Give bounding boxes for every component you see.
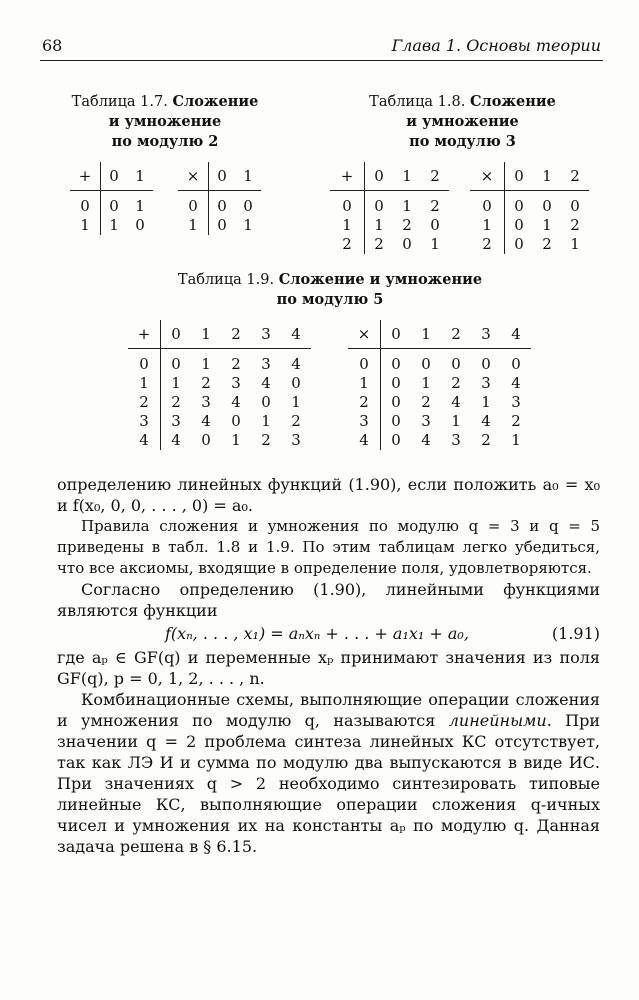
table-cell: 4	[201, 412, 211, 430]
column-header: 1	[393, 162, 421, 191]
table-cell: 4	[261, 374, 271, 392]
table-cell: 1	[231, 431, 241, 449]
row-header: 0	[470, 191, 505, 217]
table-cell: 3	[231, 374, 241, 392]
row-header: 1	[178, 216, 209, 235]
table-cell: 2	[421, 393, 431, 411]
table-cell: 0	[481, 355, 491, 373]
table-cell: 4	[451, 393, 461, 411]
row-header: 0	[348, 349, 381, 375]
column-header: 4	[281, 320, 311, 349]
table-cell: 0	[217, 197, 227, 215]
table-cell: 3	[421, 412, 431, 430]
table-cell: 0	[514, 197, 524, 215]
column-header: 2	[441, 320, 471, 349]
table-row	[178, 191, 261, 217]
paragraph-text: Правила сложения и умножения по модулю q = 3 и q = 5 приведены в табл. 1.8 и 1.9. По этим таблицам легко убедиться, что все аксиомы, входящие в определение поля, удовлетворяются.	[57, 517, 600, 577]
table-cell: 2	[374, 235, 384, 253]
table-cell: 1	[135, 197, 145, 215]
row-header: 0	[128, 349, 161, 375]
table-cell: 4	[421, 431, 431, 449]
table-cell: 1	[421, 374, 431, 392]
table-cell: 1	[511, 431, 521, 449]
column-header: 2	[561, 162, 589, 191]
table-cell: 2	[542, 235, 552, 253]
operation-symbol: ×	[470, 162, 505, 191]
column-header: 0	[505, 162, 534, 191]
table-cell: 0	[201, 431, 211, 449]
operation-symbol: +	[128, 320, 161, 349]
paragraph: определению линейных функций (1.90), если положить a₀ = x₀ и f(x₀, 0, 0, . . . , 0) = a₀.	[57, 475, 600, 515]
row-header: 2	[470, 235, 505, 254]
table-cell: 0	[135, 216, 145, 234]
row-header: 1	[128, 374, 161, 393]
table-cell: 1	[542, 216, 552, 234]
caption-bold: Сложение и умножение	[278, 271, 483, 288]
paragraph: где aₚ ∈ GF(q) и переменные xₚ принимают значения из поля GF(q), p = 0, 1, 2, . . . , n.	[57, 648, 600, 688]
page-number: 68	[42, 36, 63, 55]
column-header: 1	[411, 320, 441, 349]
caption-bold: и умножение	[406, 113, 519, 130]
table-cell: 4	[231, 393, 241, 411]
table-row	[128, 349, 311, 375]
row-header: 3	[348, 412, 381, 431]
table-row	[348, 431, 531, 450]
table-cell: 3	[451, 431, 461, 449]
table-cell: 2	[511, 412, 521, 430]
row-header: 2	[128, 393, 161, 412]
caption-bold: Сложение	[469, 93, 556, 110]
caption-bold: по модулю 5	[276, 291, 384, 308]
paragraph	[57, 516, 600, 579]
row-header: 0	[70, 191, 101, 217]
column-header: 0	[161, 320, 192, 349]
table-cell: 0	[109, 197, 119, 215]
table-row	[348, 349, 531, 375]
table-1-9-caption	[150, 270, 510, 310]
table-mod3-multiplication	[470, 162, 589, 254]
column-header: 0	[101, 162, 128, 191]
paragraph-text: Комбинационные схемы, выполняющие операции сложения и умножения по модулю q, называются	[57, 690, 600, 730]
table-cell: 0	[243, 197, 253, 215]
table-cell: 0	[391, 393, 401, 411]
column-header: 1	[533, 162, 561, 191]
table-cell: 2	[430, 197, 440, 215]
table-cell: 1	[374, 216, 384, 234]
paragraph-text: . При значении q = 2 проблема синтеза линейных КС отсутствует, так как ЛЭ И и сумма по модулю два выпускаются в виде ИС. При значениях q > 2 необходимо синтезировать типовые линейные КС, выполняющие операции сложения q-ичных чисел и умножения их на константы aₚ по модулю q. Данная задача решена в § 6.15.	[57, 711, 600, 856]
table-cell: 2	[481, 431, 491, 449]
table-cell: 1	[570, 235, 580, 253]
table-cell: 0	[391, 374, 401, 392]
table-cell: 4	[481, 412, 491, 430]
table-cell: 0	[261, 393, 271, 411]
table-cell: 2	[402, 216, 412, 234]
table-row	[330, 216, 449, 235]
table-row	[330, 191, 449, 217]
table-row	[470, 216, 589, 235]
table-cell: 0	[402, 235, 412, 253]
column-header: 1	[235, 162, 261, 191]
table-cell: 1	[451, 412, 461, 430]
table-cell: 2	[231, 355, 241, 373]
operation-symbol: ×	[178, 162, 209, 191]
table-row	[128, 412, 311, 431]
table-mod3-addition	[330, 162, 449, 254]
table-1-8-caption	[355, 92, 570, 152]
table-cell: 4	[171, 431, 181, 449]
paragraph	[57, 689, 600, 857]
table-cell: 0	[391, 412, 401, 430]
table-cell: 0	[511, 355, 521, 373]
table-cell: 2	[171, 393, 181, 411]
table-cell: 2	[291, 412, 301, 430]
caption-bold: по модулю 3	[409, 133, 516, 150]
column-header: 3	[251, 320, 281, 349]
caption-bold: Сложение	[172, 93, 259, 110]
table-cell: 4	[291, 355, 301, 373]
table-cell: 4	[511, 374, 521, 392]
table-cell: 1	[201, 355, 211, 373]
formula-line	[57, 621, 600, 647]
table-cell: 0	[374, 197, 384, 215]
table-row	[330, 235, 449, 254]
table-cell: 0	[391, 431, 401, 449]
table-cell: 0	[171, 355, 181, 373]
table-cell: 0	[570, 197, 580, 215]
row-header: 3	[128, 412, 161, 431]
table-cell: 3	[511, 393, 521, 411]
table-cell: 0	[231, 412, 241, 430]
table-cell: 0	[291, 374, 301, 392]
caption-prefix: Таблица 1.7.	[71, 94, 173, 110]
table-1-7-caption	[60, 92, 270, 152]
table-cell: 1	[402, 197, 412, 215]
row-header: 1	[330, 216, 365, 235]
table-mod2-multiplication	[178, 162, 261, 235]
table-row	[470, 235, 589, 254]
table-cell: 2	[451, 374, 461, 392]
equation-number: (1.91)	[551, 624, 600, 643]
table-row	[348, 374, 531, 393]
table-cell: 3	[201, 393, 211, 411]
table-mod5-addition	[128, 320, 311, 450]
table-cell: 2	[201, 374, 211, 392]
table-row	[178, 216, 261, 235]
table-cell: 0	[451, 355, 461, 373]
column-header: 3	[471, 320, 501, 349]
column-header: 1	[191, 320, 221, 349]
table-cell: 0	[514, 216, 524, 234]
operation-symbol: +	[330, 162, 365, 191]
caption-bold: по модулю 2	[111, 133, 219, 150]
table-cell: 0	[391, 355, 401, 373]
row-header: 4	[128, 431, 161, 450]
table-cell: 3	[261, 355, 271, 373]
table-row	[128, 393, 311, 412]
table-cell: 0	[542, 197, 552, 215]
row-header: 2	[330, 235, 365, 254]
table-cell: 1	[261, 412, 271, 430]
table-cell: 1	[481, 393, 491, 411]
operation-symbol: ×	[348, 320, 381, 349]
row-header: 0	[178, 191, 209, 217]
chapter-title: Глава 1. Основы теории	[391, 36, 601, 55]
table-cell: 0	[430, 216, 440, 234]
caption-prefix: Таблица 1.8.	[369, 94, 470, 110]
row-header: 1	[348, 374, 381, 393]
column-header: 0	[209, 162, 236, 191]
table-cell: 0	[514, 235, 524, 253]
table-mod5-multiplication	[348, 320, 531, 450]
row-header: 1	[470, 216, 505, 235]
table-cell: 3	[481, 374, 491, 392]
row-header: 1	[70, 216, 101, 235]
table-cell: 1	[171, 374, 181, 392]
table-cell: 2	[570, 216, 580, 234]
table-row	[470, 191, 589, 217]
table-cell: 1	[243, 216, 253, 234]
table-cell: 2	[261, 431, 271, 449]
table-cell: 0	[421, 355, 431, 373]
table-cell: 0	[217, 216, 227, 234]
formula: f(xₙ, . . . , x₁) = aₙxₙ + . . . + a₁x₁ + a₀,	[165, 624, 469, 643]
table-row	[348, 412, 531, 431]
table-row	[70, 216, 153, 235]
column-header: 1	[127, 162, 153, 191]
row-header: 0	[330, 191, 365, 217]
caption-bold: и умножение	[108, 113, 222, 130]
table-row	[128, 374, 311, 393]
table-cell: 3	[291, 431, 301, 449]
table-row	[128, 431, 311, 450]
table-mod2-addition	[70, 162, 153, 235]
caption-prefix: Таблица 1.9.	[177, 272, 279, 288]
page-header	[40, 36, 603, 61]
row-header: 2	[348, 393, 381, 412]
column-header: 2	[421, 162, 449, 191]
column-header: 0	[381, 320, 412, 349]
operation-symbol: +	[70, 162, 101, 191]
paragraph: Согласно определению (1.90), линейными функциями являются функции	[57, 580, 600, 620]
row-header: 4	[348, 431, 381, 450]
italic-term: линейными	[448, 711, 547, 730]
table-cell: 1	[109, 216, 119, 234]
column-header: 0	[365, 162, 394, 191]
table-cell: 1	[430, 235, 440, 253]
table-row	[70, 191, 153, 217]
body-text	[57, 474, 600, 857]
column-header: 4	[501, 320, 531, 349]
table-cell: 1	[291, 393, 301, 411]
table-row	[348, 393, 531, 412]
table-cell: 3	[171, 412, 181, 430]
column-header: 2	[221, 320, 251, 349]
